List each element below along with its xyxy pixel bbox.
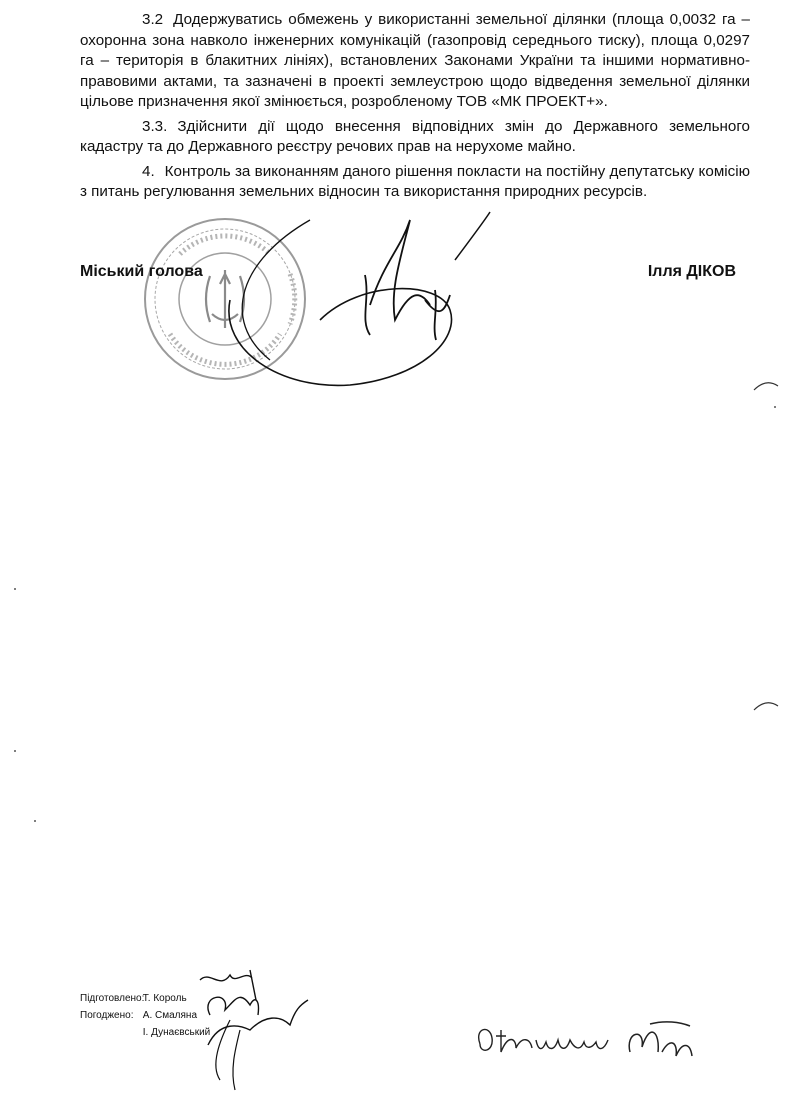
received-signature: [620, 1012, 700, 1072]
paragraph-number: 3.2: [142, 11, 164, 28]
signatory-title: Міський голова: [80, 263, 203, 280]
agreed-name-2: І. Дунаєвський: [142, 1027, 211, 1038]
paragraph-number: 4.: [142, 162, 155, 180]
scan-speck: [14, 588, 16, 590]
punch-mark: [752, 698, 782, 718]
agreed-name-1: А. Смаляна: [142, 1010, 197, 1021]
signature-block: [80, 263, 736, 287]
punch-mark: [752, 378, 782, 398]
paragraph-text: Додержуватись обмежень у використанні земельної ділянки (площа 0,0032 га – охоронна зона навколо інженерних комунікацій (газопровід середнього тиску), площа 0,0297 га – територія в блакитних лініях), встановлених Законами України та іншими нормативно-правовими актами, та зазначені в проекті землеустрою щодо відведення земельної ділянки цільове призначення якої змінюється, розробленому ТОВ «МК ПРОЕКТ+».: [80, 11, 750, 110]
prepared-label: Підготовлено:: [80, 993, 145, 1004]
paragraph-4: [80, 162, 750, 203]
decision-body: [80, 10, 750, 207]
paragraph-text: Здійснити дії щодо внесення відповідних змін до Державного земельного кадастру та до Державного реєстру речових прав на нерухоме майно.: [80, 117, 750, 155]
prepared-name: Т. Король: [142, 993, 187, 1004]
signatory-name: Ілля ДІКОВ: [647, 263, 736, 280]
received-handwritten-note: [472, 1018, 612, 1066]
paragraph-text: Контроль за виконанням даного рішення покласти на постійну депутатську комісію з питань регулювання земельних відносин та використання природних ресурсів.: [80, 162, 750, 200]
agreed-label: Погоджено:: [80, 1010, 134, 1021]
paragraph-number: 3.3.: [142, 117, 168, 135]
scan-speck: [774, 406, 776, 408]
mayor-signature: [200, 200, 520, 400]
scan-speck: [14, 750, 16, 752]
scan-speck: [34, 820, 36, 822]
paragraph-3-2: [80, 10, 750, 113]
paragraph-3-3: [80, 117, 750, 158]
approval-signatures: [190, 960, 320, 1095]
